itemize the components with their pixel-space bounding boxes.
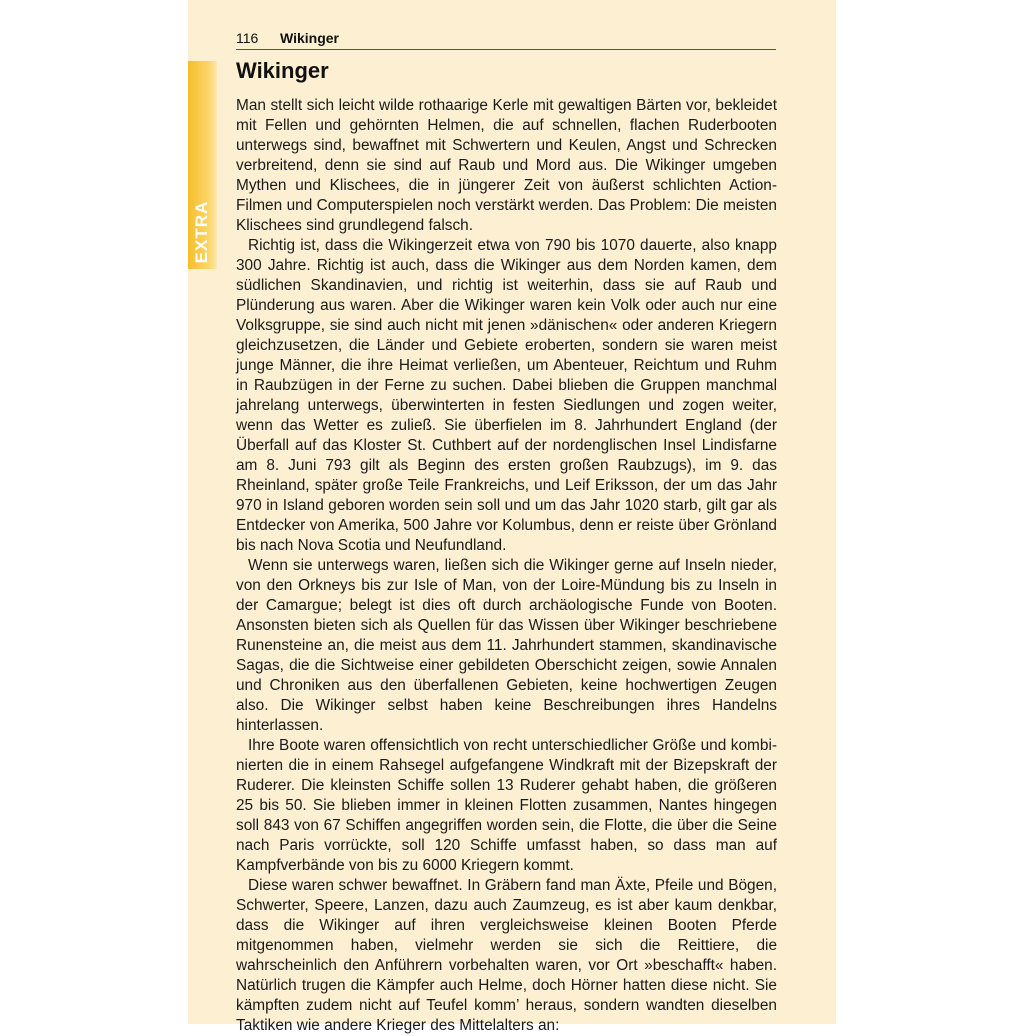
page-number: 116 [236, 30, 259, 46]
paragraph: Diese waren schwer bewaffnet. In Gräbern fand man Äxte, Pfeile und Bögen, Schwerter, Speere, Lanzen, dazu auch Zaumzeug, es ist aber kaum denkbar, dass die Wikinger auf ihren vergleichsweise kleinen Booten Pferde mitgenommen haben, vielmehr werden sie sich die Reittiere, die wahrscheinlich den Anführern vorbehalten waren, vor Ort »beschafft« haben. Natürlich trugen die Kämpfer auch Helme, doch Hörner hatten diese nicht. Sie kämpften zudem nicht auf Teufel komm’ heraus, sondern wandten dieselben Taktiken wie andere Krieger des Mittelalters an: [236, 877, 777, 1034]
book-page [188, 0, 836, 1034]
extra-tab-label: EXTRA [192, 200, 211, 264]
paragraph: Man stellt sich leicht wilde rothaarige Kerle mit gewaltigen Bärten vor, bekleidet mit Fellen und gehörnten Helmen, die auf schnellen, flachen Ruderbooten unterwegs sind, bewaffnet mit Schwertern und Keulen, Angst und Schrecken verbreitend, denn sie sind auf Raub und Mord aus. Die Wikinger umgeben Mythen und Klischees, die in jüngerer Zeit von äußerst schlichten Action-Filmen und Computerspielen noch verstärkt werden. Das Problem: Die meisten Klischees sind grundlegend falsch. [236, 97, 777, 234]
paragraph: Wenn sie unterwegs waren, ließen sich die Wikinger gerne auf Inseln nieder, von den Orkneys bis zur Isle of Man, von der Loire-Mündung bis zu Inseln in der Camargue; belegt ist dies oft durch archäologische Funde von Booten. Ansonsten bieten sich als Quellen für das Wissen über Wikinger beschriebene Runensteine an, die meist aus dem 11. Jahrhundert stammen, skandinavische Sagas, die die Sichtweise einer gebildeten Oberschicht zeigen, sowie Annalen und Chroniken aus den überfallenen Gebieten, keine hochwertigen Zeugen also. Die Wikinger selbst haben keine Beschreibungen ihres Handelns hinterlassen. [236, 557, 777, 734]
page-title: Wikinger [236, 58, 329, 83]
running-title: Wikinger [280, 30, 339, 46]
article-body [236, 96, 777, 1036]
paragraph: Ihre Boote waren offensichtlich von recht unterschiedlicher Größe und kombinierten die in einem Rahsegel aufgefangene Windkraft mit der Bizepskraft der Ruderer. Die kleinsten Schiffe sollen 13 Ruderer gehabt haben, die größeren 25 bis 50. Sie blieben immer in kleinen Flotten zusammen, Nantes hingegen soll 843 von 67 Schiffen angegriffen worden sein, die Flotte, die über die Seine nach Paris vorrückte, soll 120 Schiffe umfasst haben, so dass man auf Kampfverbände von bis zu 6000 Kriegern kommt. [236, 737, 777, 874]
running-header [236, 30, 776, 50]
paragraph: Richtig ist, dass die Wikingerzeit etwa von 790 bis 1070 dauerte, also knapp 300 Jahre. Richtig ist auch, dass die Wikinger aus dem Norden kamen, dem südlichen Skandinavien, und richtig ist weiterhin, dass sie auf Raub und Plünderung aus waren. Aber die Wikinger waren kein Volk oder auch nur eine Volksgruppe, sie sind auch nicht mit jenen »dänischen« oder anderen Kriegern gleichzusetzen, die Länder und Gebiete eroberten, sondern sie waren meist junge Männer, die ihre Heimat verließen, um Abenteuer, Reichtum und Ruhm in Raubzügen in der Ferne zu suchen. Dabei blieben die Gruppen manchmal jahrelang unterwegs, überwinterten in festen Siedlungen und zogen weiter, wenn das Wetter es zuließ. Sie überfielen im 8. Jahrhundert England (der Überfall auf das Kloster St. Cuthbert auf der nordenglischen Insel Lindisfarne am 8. Juni 793 gilt als Beginn des ersten großen Raubzugs), im 9. das Rheinland, später große Teile Frankreichs, und Leif Eriksson, der um das Jahr 970 in Island geboren worden sein soll und um das Jahr 1020 starb, gilt gar als Entdecker von Amerika, 500 Jahre vor Kolumbus, denn er reiste über Grönland bis nach Nova Scotia und Neufundland. [236, 237, 777, 554]
